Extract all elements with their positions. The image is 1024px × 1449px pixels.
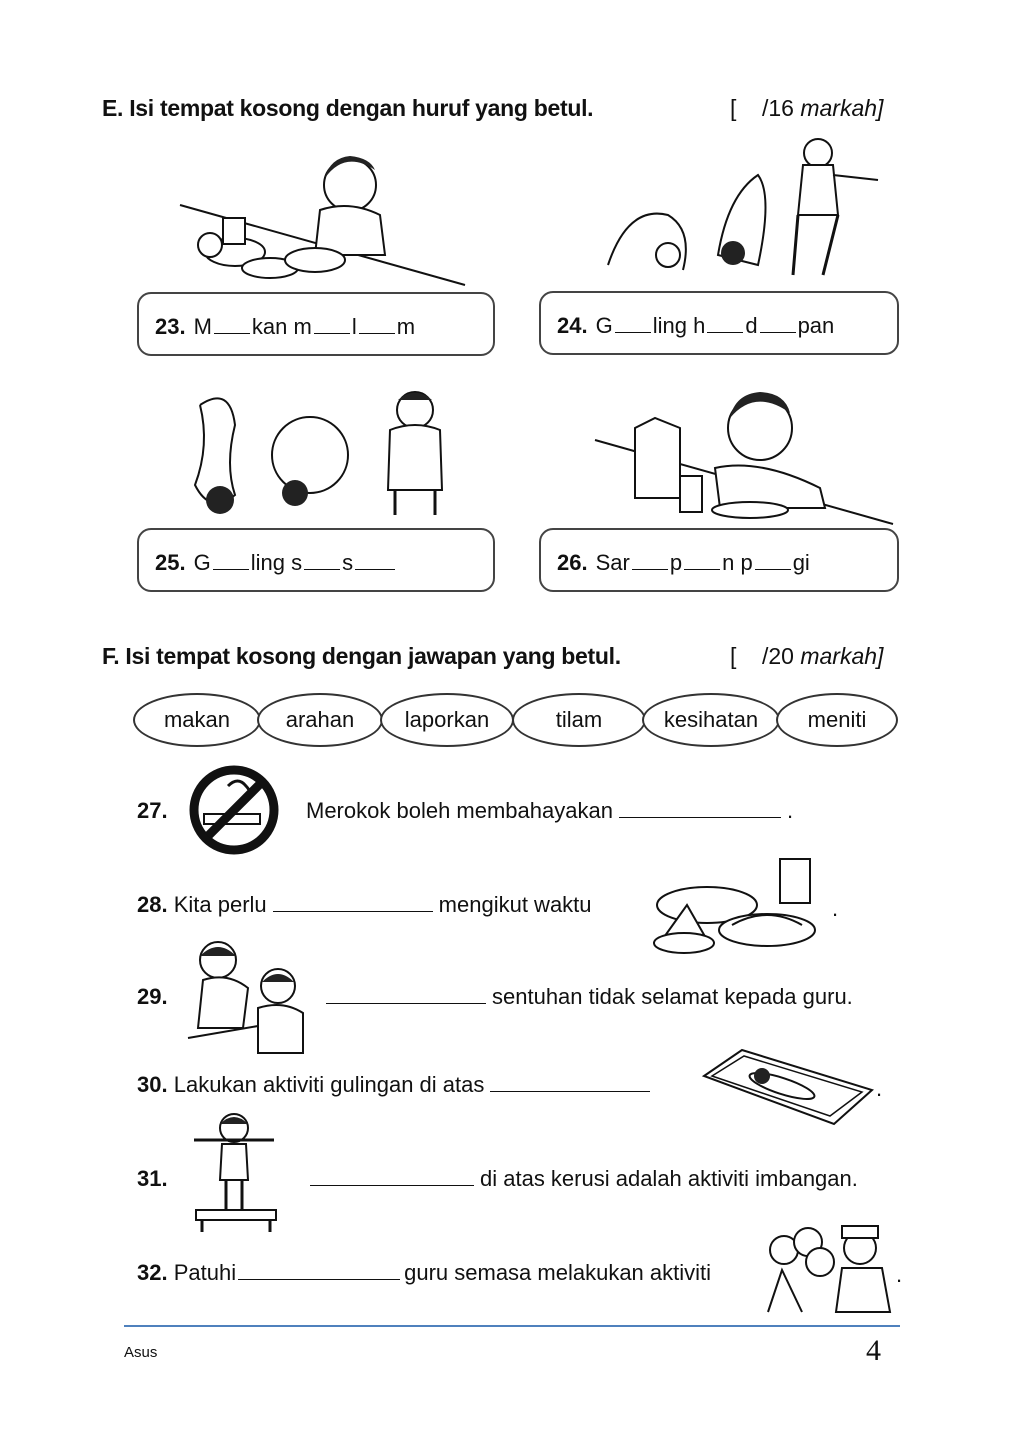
question-26-box: 26. Sar p n p gi [539, 528, 899, 592]
group-with-teacher-illustration [762, 1220, 894, 1312]
footer-author: Asus [124, 1344, 158, 1361]
blank[interactable] [214, 333, 250, 334]
blank[interactable] [760, 332, 796, 333]
question-29-text: sentuhan tidak selamat kepada guru. [320, 984, 853, 1010]
side-roll-illustration [180, 385, 460, 525]
answer-line-32[interactable] [238, 1279, 400, 1280]
balancing-illustration [190, 1110, 282, 1232]
blank[interactable] [304, 569, 340, 570]
page-number: 4 [866, 1334, 881, 1367]
word-bank-laporkan: laporkan [380, 693, 514, 747]
blank[interactable] [632, 569, 668, 570]
section-e-marks: [ /16 markah] [730, 95, 884, 121]
question-24-box: 24. G ling h d pan [539, 291, 899, 355]
question-29-number: 29. [137, 984, 168, 1009]
question-27-number: 27. [137, 798, 168, 823]
breakfast-illustration [595, 388, 895, 528]
blank[interactable] [684, 569, 720, 570]
section-e-title: E. Isi tempat kosong dengan huruf yang betul. [102, 95, 594, 121]
answer-line-27[interactable] [619, 817, 781, 818]
blank[interactable] [615, 332, 651, 333]
question-32-end: . [896, 1262, 903, 1287]
meal-illustration [652, 855, 832, 965]
blank[interactable] [355, 569, 395, 570]
blank[interactable] [359, 333, 395, 334]
question-25-box: 25. G ling s s [137, 528, 495, 592]
blank[interactable] [213, 569, 249, 570]
question-30-text: 30. Lakukan aktiviti gulingan di atas [137, 1072, 656, 1098]
blank[interactable] [314, 333, 350, 334]
question-28-end: . [832, 896, 839, 921]
question-31-number: 31. [137, 1166, 168, 1191]
answer-line-29[interactable] [326, 1003, 486, 1004]
question-23-box: 23. M kan m l m [137, 292, 495, 356]
backward-roll-illustration [598, 135, 888, 285]
question-30-end: . [876, 1076, 883, 1101]
word-bank-arahan: arahan [257, 693, 383, 747]
word-bank-tilam: tilam [512, 693, 646, 747]
student-and-teacher-illustration [188, 938, 310, 1056]
section-f-marks: [ /20 markah] [730, 643, 884, 669]
mat-illustration [702, 1046, 874, 1128]
question-28-text: 28. Kita perlu mengikut waktu [137, 892, 592, 917]
blank[interactable] [707, 332, 743, 333]
answer-line-28[interactable] [273, 911, 433, 912]
answer-line-31[interactable] [310, 1185, 474, 1186]
word-bank-makan: makan [133, 693, 261, 747]
answer-line-30[interactable] [490, 1091, 650, 1092]
section-f-title: F. Isi tempat kosong dengan jawapan yang betul. [102, 643, 621, 669]
word-bank-kesihatan: kesihatan [642, 693, 780, 747]
footer-divider [124, 1325, 900, 1327]
word-bank-meniti: meniti [776, 693, 898, 747]
question-27-text: Merokok boleh membahayakan . [306, 798, 794, 823]
blank[interactable] [755, 569, 791, 570]
question-31-text: di atas kerusi adalah aktiviti imbangan. [304, 1166, 858, 1192]
no-smoking-icon [188, 764, 280, 856]
boy-eating-illustration [175, 150, 470, 290]
question-32-text: 32. Patuhi guru semasa melakukan aktiviti [137, 1260, 712, 1285]
